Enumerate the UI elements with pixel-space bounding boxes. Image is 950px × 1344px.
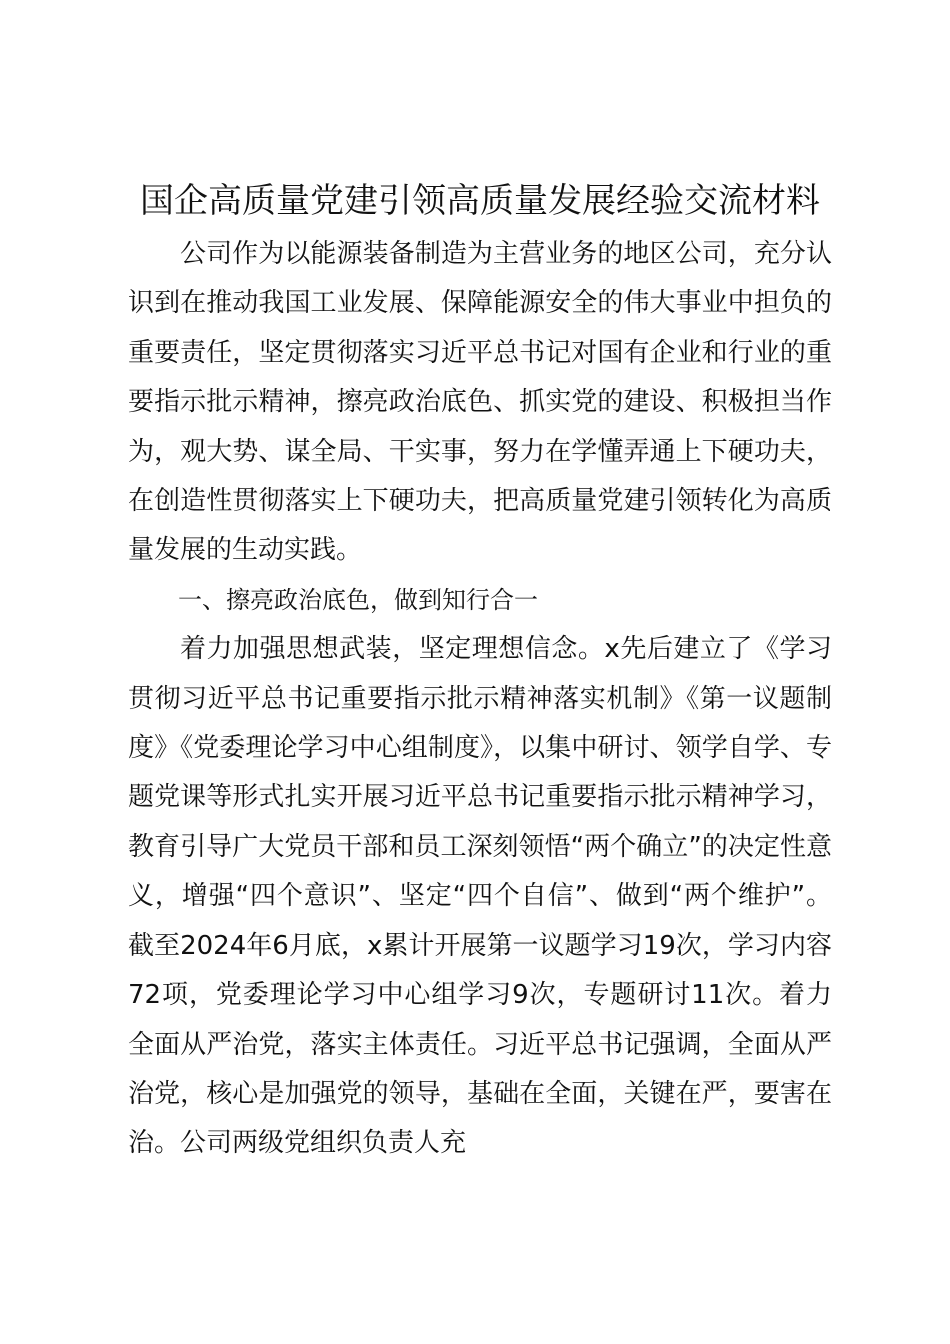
section-heading: 一、擦亮政治底色，做到知行合一: [178, 585, 538, 614]
document-title: 国企高质量党建引领高质量发展经验交流材料: [140, 181, 820, 221]
section-body-paragraph: 着力加强思想武装，坚定理想信念。x先后建立了《学习贯彻习近平总书记重要指示批示精神落实机制》《第一议题制度》《党委理论学习中心组制度》，以集中研讨、领学自学、专题党课等形式扎实开展习近平总书记重要指示批示精神学习，教育引导广大党员干部和员工深刻领悟“两个确立”的决定性意义，增强“四个意识”、坚定“四个自信”、做到“两个维护”。截至2024年6月底，x累计开展第一议题学习19次，学习内容72项，党委理论学习中心组学习9次，专题研讨11次。着力全面从严治党，落实主体责任。习近平总书记强调，全面从严治党，核心是加强党的领导，基础在全面，关键在严，要害在治。公司两级党组织负责人充: [128, 634, 832, 1159]
intro-paragraph: 公司作为以能源装备制造为主营业务的地区公司，充分认识到在推动我国工业发展、保障能源安全的伟大事业中担负的重要责任，坚定贯彻落实习近平总书记对国有企业和行业的重要指示批示精神，擦亮政治底色、抓实党的建设、积极担当作为，观大势、谋全局、干实事，努力在学懂弄通上下硬功夫，在创造性贯彻落实上下硬功夫，把高质量党建引领转化为高质量发展的生动实践。: [128, 239, 832, 566]
document-page: [128, 178, 832, 1169]
